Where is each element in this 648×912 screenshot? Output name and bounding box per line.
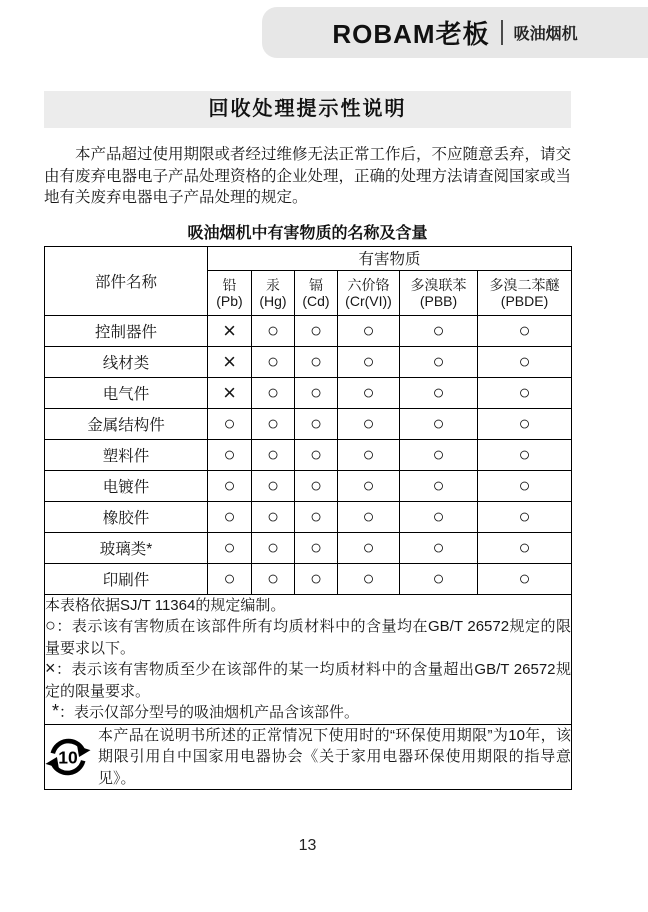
- mark-circle-cell: ○: [208, 563, 252, 594]
- mark-circle-cell: ○: [478, 563, 572, 594]
- mark-circle-cell: ○: [338, 501, 400, 532]
- mark-circle-cell: ○: [400, 346, 478, 377]
- table-row: [45, 377, 572, 408]
- brand-logo: ROBAM老板: [332, 19, 490, 49]
- mark-circle-cell: ○: [338, 563, 400, 594]
- part-name-cell: 玻璃类*: [45, 532, 208, 563]
- substance-name: 多溴联苯: [410, 276, 467, 293]
- mark-circle-cell: ○: [478, 346, 572, 377]
- mark-circle-cell: ○: [252, 315, 295, 346]
- substance-header-cell: [400, 270, 478, 315]
- part-name-cell: 塑料件: [45, 439, 208, 470]
- table-row: [45, 470, 572, 501]
- substance-header-cell: [208, 270, 252, 315]
- hazardous-substances-header: 有害物质: [208, 246, 572, 270]
- table-note: 本表格依据SJ/T 11364的规定编制。: [45, 596, 286, 614]
- substance-header-cell: [338, 270, 400, 315]
- part-name-cell: 电气件: [45, 377, 208, 408]
- mark-circle-cell: ○: [295, 439, 338, 470]
- mark-circle-cell: ○: [478, 532, 572, 563]
- mark-circle-cell: ○: [478, 315, 572, 346]
- substance-name: 六价铬: [347, 276, 390, 293]
- product-category-label: 吸油烟机: [513, 26, 578, 43]
- mark-cross-cell: ×: [208, 377, 252, 408]
- table-note: *：表示仅部分型号的吸油烟机产品含该部件。: [52, 701, 360, 721]
- part-name-cell: 电镀件: [45, 470, 208, 501]
- mark-circle-cell: ○: [252, 408, 295, 439]
- substance-symbol: (PBB): [419, 292, 458, 309]
- mark-circle-cell: ○: [252, 470, 295, 501]
- mark-cross-cell: ×: [208, 315, 252, 346]
- substance-symbol: (Hg): [259, 292, 287, 309]
- substance-name: 汞: [266, 276, 280, 293]
- mark-circle-cell: ○: [252, 377, 295, 408]
- part-name-cell: 线材类: [45, 346, 208, 377]
- substance-header-cell: [295, 270, 338, 315]
- epup-years-label: 10: [58, 747, 78, 768]
- mark-circle-cell: ○: [400, 470, 478, 501]
- epup-row: [45, 724, 572, 790]
- mark-circle-cell: ○: [400, 501, 478, 532]
- mark-circle-cell: ○: [478, 408, 572, 439]
- table-caption: 吸油烟机中有害物质的名称及含量: [187, 224, 428, 242]
- content-column: [44, 91, 571, 790]
- mark-circle-cell: ○: [295, 563, 338, 594]
- mark-circle-cell: ○: [400, 439, 478, 470]
- hazardous-substances-table: [44, 246, 572, 791]
- mark-circle-cell: ○: [208, 439, 252, 470]
- mark-circle-cell: ○: [400, 408, 478, 439]
- substance-name: 铅: [222, 276, 237, 293]
- substance-header-cell: [252, 270, 295, 315]
- asterisk-legend-symbol: *: [52, 701, 60, 721]
- mark-circle-cell: ○: [400, 377, 478, 408]
- mark-circle-cell: ○: [208, 408, 252, 439]
- notes-row: [45, 594, 572, 724]
- table-row: [45, 532, 572, 563]
- mark-circle-cell: ○: [295, 377, 338, 408]
- mark-circle-cell: ○: [338, 346, 400, 377]
- mark-circle-cell: ○: [338, 408, 400, 439]
- mark-cross-cell: ×: [208, 346, 252, 377]
- mark-circle-cell: ○: [295, 532, 338, 563]
- mark-circle-cell: ○: [400, 563, 478, 594]
- mark-circle-cell: ○: [338, 315, 400, 346]
- mark-circle-cell: ○: [252, 563, 295, 594]
- part-name-cell: 控制器件: [45, 315, 208, 346]
- mark-circle-cell: ○: [478, 470, 572, 501]
- intro-paragraph: 本产品超过使用期限或者经过维修无法正常工作后，不应随意丢弃，请交由有废弃电器电子产品处理资格的企业处理，正确的处理方法请查阅国家或当地有关废弃电器电子产品处理的规定。: [44, 146, 572, 206]
- epup-statement: 本产品在说明书所述的正常情况下使用时的“环保使用期限”为10年，该期限引用自中国家用电器协会《关于家用电器环保使用期限的指导意见》。: [98, 726, 572, 787]
- group-header-row: [45, 246, 572, 270]
- mark-circle-cell: ○: [252, 439, 295, 470]
- mark-circle-cell: ○: [295, 315, 338, 346]
- table-row: [45, 501, 572, 532]
- header-band: [262, 7, 648, 58]
- mark-circle-cell: ○: [400, 315, 478, 346]
- part-name-cell: 印刷件: [45, 563, 208, 594]
- mark-circle-cell: ○: [338, 377, 400, 408]
- table-note: ○：表示该有害物质在该部件所有均质材料中的含量均在GB/T 26572规定的限量要求以下。: [45, 615, 572, 657]
- notes-cell: [45, 594, 572, 724]
- substance-name: 多溴二苯醚: [489, 276, 560, 293]
- part-name-cell: 金属结构件: [45, 408, 208, 439]
- mark-circle-cell: ○: [295, 346, 338, 377]
- table-row: [45, 315, 572, 346]
- mark-circle-cell: ○: [208, 470, 252, 501]
- table-row: [45, 408, 572, 439]
- parts-tbody: [45, 315, 572, 594]
- cross-legend-symbol: ×: [45, 658, 56, 678]
- substance-symbol: (Pb): [216, 292, 243, 309]
- table-row: [45, 346, 572, 377]
- mark-circle-cell: ○: [295, 408, 338, 439]
- table-row: [45, 439, 572, 470]
- part-name-cell: 橡胶件: [45, 501, 208, 532]
- mark-circle-cell: ○: [478, 439, 572, 470]
- mark-circle-cell: ○: [208, 532, 252, 563]
- mark-circle-cell: ○: [252, 532, 295, 563]
- substance-symbol: (Cr(VI)): [345, 292, 392, 309]
- mark-circle-cell: ○: [252, 501, 295, 532]
- mark-circle-cell: ○: [208, 501, 252, 532]
- substance-header-cell: [478, 270, 572, 315]
- mark-circle-cell: ○: [295, 470, 338, 501]
- mark-circle-cell: ○: [338, 532, 400, 563]
- mark-circle-cell: ○: [400, 532, 478, 563]
- mark-circle-cell: ○: [478, 377, 572, 408]
- epup-recycle-icon: [45, 734, 91, 780]
- mark-circle-cell: ○: [338, 470, 400, 501]
- mark-circle-cell: ○: [295, 501, 338, 532]
- substance-name: 镉: [309, 276, 323, 293]
- mark-circle-cell: ○: [478, 501, 572, 532]
- circle-legend-symbol: ○: [45, 615, 57, 635]
- header-divider: [501, 20, 503, 45]
- section-title-bar: 回收处理提示性说明: [44, 91, 571, 128]
- mark-circle-cell: ○: [252, 346, 295, 377]
- mark-circle-cell: ○: [338, 439, 400, 470]
- table-note: ×：表示该有害物质至少在该部件的某一均质材料中的含量超出GB/T 26572规定的限量要求。: [45, 658, 572, 700]
- part-name-header: 部件名称: [45, 246, 208, 315]
- epup-cell: [45, 724, 572, 790]
- table-row: [45, 563, 572, 594]
- page-number: 13: [298, 837, 317, 854]
- substance-symbol: (Cd): [302, 292, 330, 309]
- substance-symbol: (PBDE): [500, 292, 549, 309]
